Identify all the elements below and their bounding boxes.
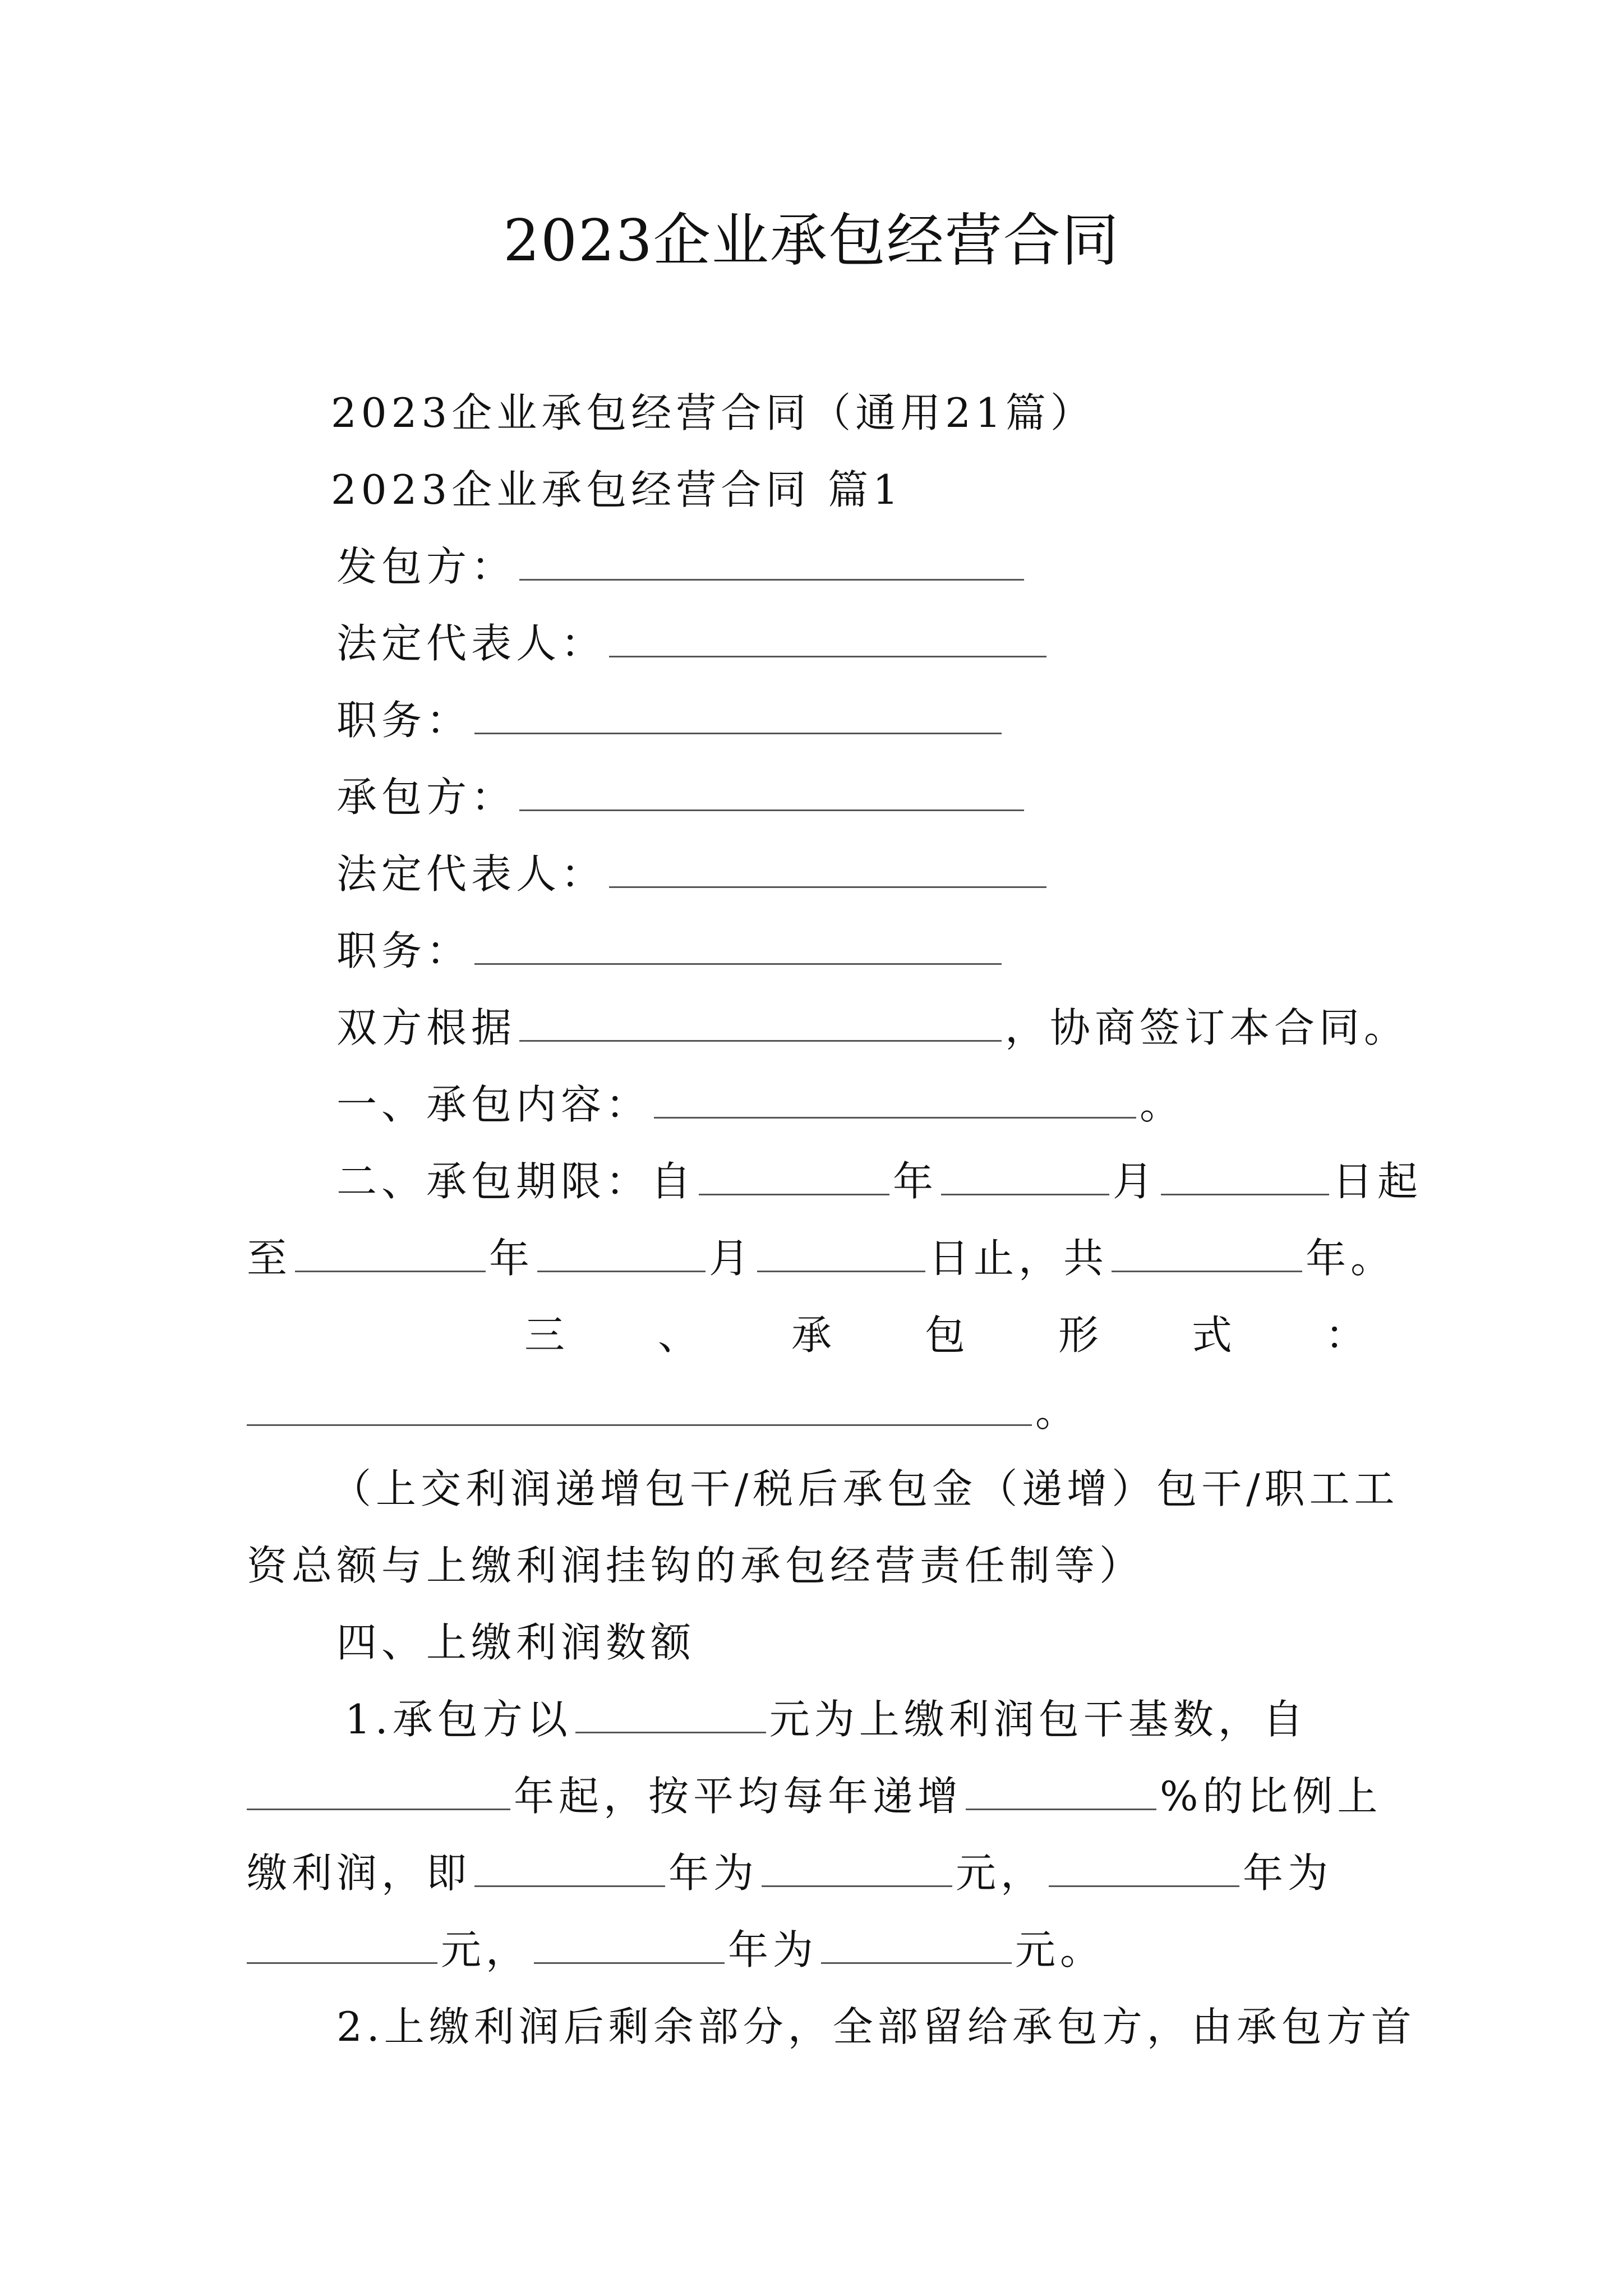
clause3-end: 。 (1035, 1388, 1081, 1435)
clause3-blank (247, 1391, 1032, 1426)
employer-label: 发包方： (336, 543, 517, 590)
contractor-title-label: 职务： (336, 927, 472, 974)
clause4-line3-start: 缴利润，即 (247, 1849, 472, 1897)
clause4-start-year-blank (247, 1775, 510, 1810)
preamble-prefix: 双方根据 (336, 1004, 517, 1051)
clause2-end-day-blank (757, 1237, 925, 1272)
clause1-prefix: 一、承包内容： (336, 1081, 651, 1128)
clause2-day-to-label: 日止，共 (929, 1235, 1109, 1282)
clause4-base-amount-blank (575, 1698, 766, 1733)
employer-line (336, 540, 1027, 593)
clause2-day-from-label: 日起 (1332, 1158, 1423, 1205)
clause2-to-label: 至 (247, 1235, 292, 1282)
clause4-year1-label: 年为 (668, 1849, 759, 1897)
clause1-line (336, 1078, 1184, 1131)
preamble-line (336, 1001, 1409, 1055)
clause3-char-7: ： (1325, 1312, 1366, 1359)
contractor-line (336, 770, 1027, 824)
employer-rep-blank (609, 622, 1046, 657)
contractor-label: 承包方： (336, 774, 517, 821)
clause2-prefix: 二、承包期限：自 (336, 1158, 696, 1205)
clause3-char-1: 三 (524, 1312, 565, 1359)
clause3-char-3: 承 (791, 1312, 832, 1359)
clause4-amount1-blank (762, 1852, 952, 1887)
clause1-suffix: 。 (1140, 1081, 1185, 1128)
clause4-item1-year-start: 年起，按平均每年递增 (514, 1773, 963, 1820)
section-heading: 2023企业承包经营合同 篇1 (331, 466, 903, 513)
clause4-item1-line1 (345, 1692, 1308, 1746)
preamble-suffix: ，协商签订本合同。 (1005, 1004, 1409, 1051)
clause4-item1-mid: 元为上缴利润包干基数，自 (769, 1696, 1308, 1743)
clause4-heading: 四、上缴利润数额 (336, 1619, 696, 1666)
clause2-years-end-label: 年。 (1306, 1235, 1396, 1282)
clause4-year3-blank (534, 1929, 725, 1964)
document-title: 2023企业承包经营合同 (503, 208, 1120, 274)
clause4-item1-line4 (247, 1923, 1105, 1977)
employer-title-line (336, 693, 1005, 747)
clause3-note-line1: （上交利润递增包干/税后承包金（递增）包干/职工工 (331, 1465, 1399, 1512)
clause4-item1-line3 (247, 1846, 1332, 1900)
contractor-rep-blank (609, 853, 1046, 888)
contractor-blank (519, 776, 1024, 811)
employer-title-blank (474, 699, 1002, 734)
clause2-end-year-blank (295, 1237, 486, 1272)
contractor-title-line (336, 924, 1005, 978)
clause4-item1-line2 (247, 1769, 1382, 1823)
clause4-year3-label: 年为 (728, 1926, 818, 1973)
clause4-item1-rate: %的比例上 (1160, 1773, 1382, 1820)
clause2-end-month-label: 月 (709, 1235, 754, 1282)
contractor-title-blank (474, 930, 1002, 965)
clause4-year1-blank (474, 1852, 665, 1887)
clause3-note-line2: 资总额与上缴利润挂钩的承包经营责任制等） (247, 1542, 1145, 1589)
clause4-rate-blank (966, 1775, 1156, 1810)
employer-title-label: 职务： (336, 697, 472, 744)
employer-rep-label: 法定代表人： (336, 620, 606, 667)
contractor-rep-line (336, 847, 1050, 901)
clause3-char-6: 式 (1191, 1312, 1232, 1359)
clause4-amount1-label: 元， (956, 1849, 1046, 1897)
clause1-blank (654, 1083, 1136, 1119)
clause2-start-month-blank (941, 1160, 1109, 1195)
clause2-total-years-blank (1112, 1237, 1302, 1272)
clause4-item1-prefix: 1.承包方以 (345, 1696, 572, 1743)
clause3-char-5: 形 (1058, 1312, 1099, 1359)
clause2-month-label: 月 (1113, 1158, 1158, 1205)
clause2-start-year-blank (699, 1160, 889, 1195)
clause4-amount3-blank (821, 1929, 1012, 1964)
clause4-year2-blank (1049, 1852, 1239, 1887)
clause3-heading (524, 1308, 1366, 1362)
clause2-line1 (336, 1154, 1422, 1208)
clause3-char-4: 包 (924, 1312, 965, 1359)
clause3-blank-line (247, 1385, 1080, 1439)
clause3-char-2: 、 (657, 1312, 698, 1359)
clause2-end-month-blank (537, 1237, 706, 1272)
clause4-year2-label: 年为 (1243, 1849, 1333, 1897)
document-subtitle: 2023企业承包经营合同（通用21篇） (331, 389, 1095, 436)
contractor-rep-label: 法定代表人： (336, 850, 606, 898)
clause4-item2: 2.上缴利润后剩余部分，全部留给承包方，由承包方首 (336, 2003, 1416, 2050)
clause2-year-label: 年 (893, 1158, 938, 1205)
clause4-amount2-blank (247, 1929, 437, 1964)
clause2-end-year-label: 年 (489, 1235, 534, 1282)
clause2-start-day-blank (1161, 1160, 1329, 1195)
clause2-line2 (247, 1231, 1395, 1285)
employer-blank (519, 545, 1024, 581)
preamble-blank (519, 1006, 1002, 1042)
employer-rep-line (336, 616, 1050, 670)
clause4-amount2-label: 元， (441, 1926, 531, 1973)
clause4-amount3-label: 元。 (1015, 1926, 1105, 1973)
